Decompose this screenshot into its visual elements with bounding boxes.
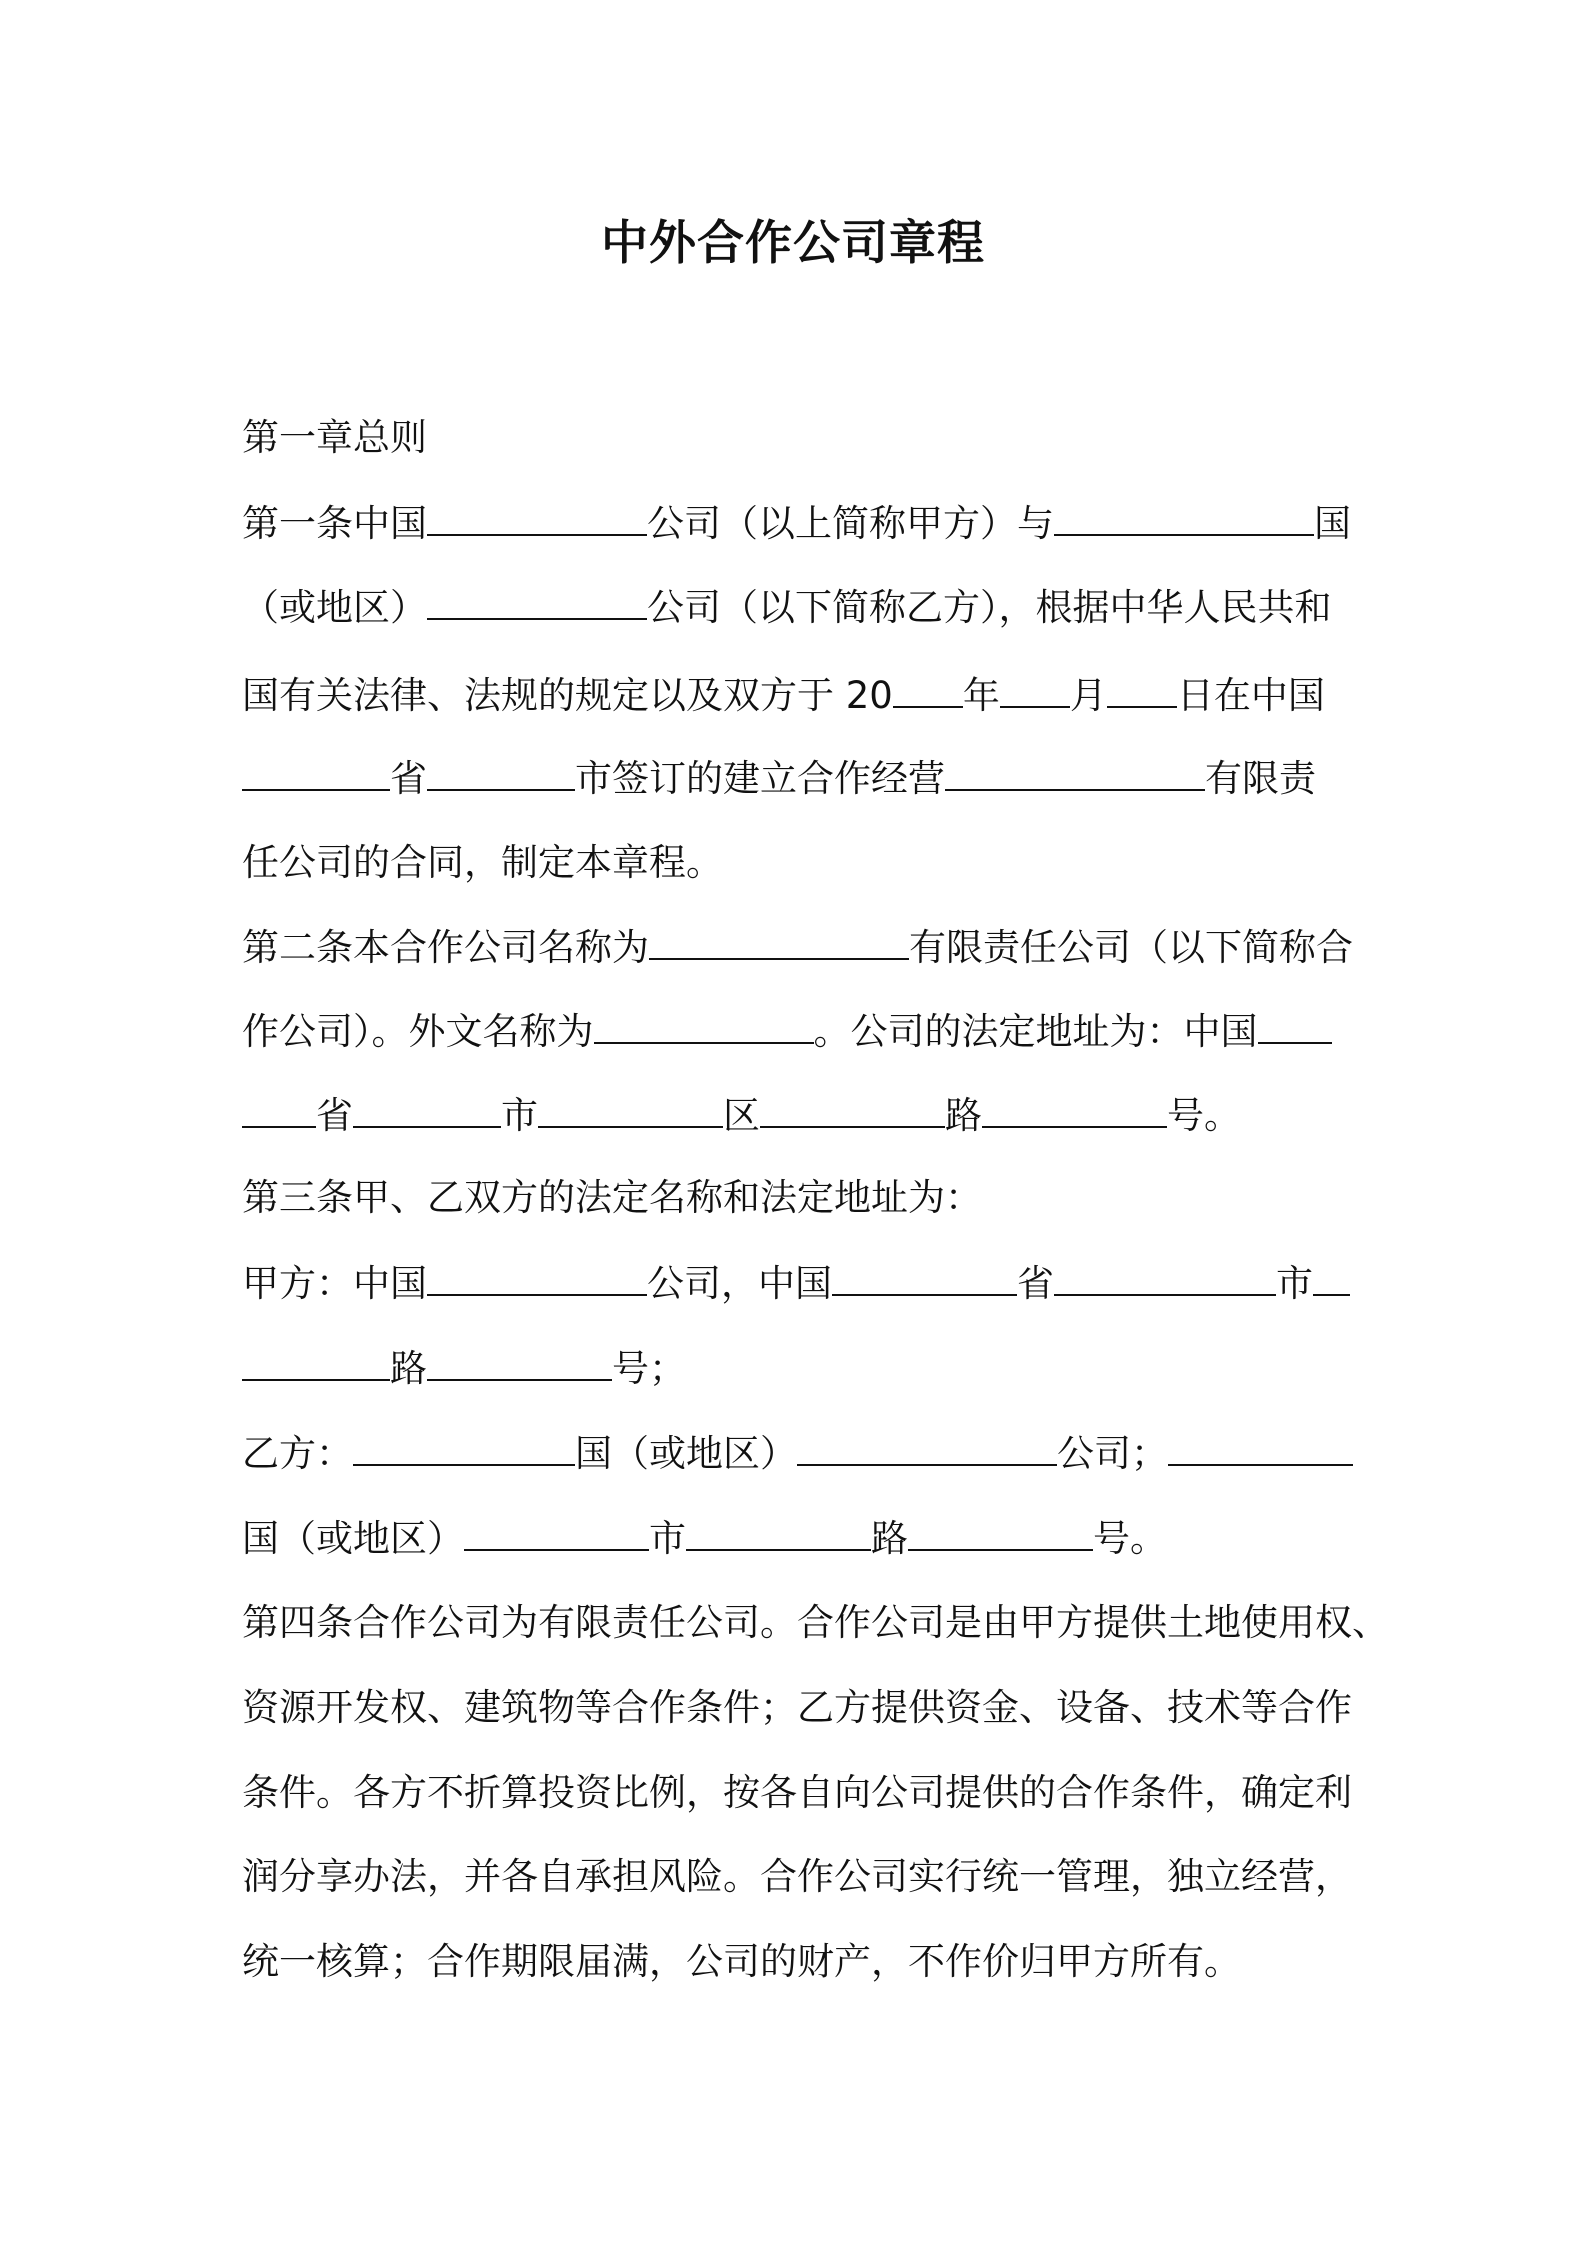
text-run: 公司（以下简称乙方），根据中华人民共和 bbox=[647, 586, 1332, 629]
text-run: 号。 bbox=[1093, 1517, 1167, 1560]
fill-in-blank bbox=[242, 1090, 316, 1128]
text-run: 号。 bbox=[1167, 1094, 1241, 1137]
paragraph-line bbox=[242, 1852, 1352, 1902]
paragraph-line bbox=[242, 1937, 1241, 1987]
fill-in-blank bbox=[945, 753, 1205, 791]
fill-in-blank bbox=[1313, 1258, 1350, 1296]
fill-in-blank bbox=[982, 1090, 1167, 1128]
text-run: 润分享办法，并各自承担风险。合作公司实行统一管理，独立经营， bbox=[242, 1855, 1352, 1898]
text-run: 统一核算；合作期限届满，公司的财产，不作价归甲方所有。 bbox=[242, 1940, 1241, 1983]
paragraph-line bbox=[242, 922, 1353, 973]
text-run: 第一章总则 bbox=[242, 416, 427, 459]
text-run: 有限责 bbox=[1205, 757, 1316, 800]
paragraph-line bbox=[242, 1683, 1352, 1733]
fill-in-blank bbox=[427, 582, 647, 620]
fill-in-blank bbox=[1054, 1258, 1276, 1296]
text-run: 作公司）。外文名称为 bbox=[242, 1010, 594, 1053]
paragraph-line bbox=[242, 1090, 1241, 1141]
paragraph-line bbox=[242, 1258, 1350, 1309]
fill-in-blank bbox=[427, 1343, 612, 1381]
text-run: 路 bbox=[390, 1347, 427, 1390]
fill-in-blank bbox=[427, 1258, 647, 1296]
text-run: 甲方：中国 bbox=[242, 1262, 427, 1305]
document-title: 中外合作公司章程 bbox=[601, 216, 985, 271]
paragraph-line bbox=[242, 1006, 1332, 1057]
paragraph-line bbox=[242, 1598, 1389, 1648]
text-run: 国（或地区） bbox=[575, 1432, 797, 1475]
text-run: 公司，中国 bbox=[647, 1262, 832, 1305]
fill-in-blank bbox=[1107, 670, 1177, 708]
text-run: 第一条中国 bbox=[242, 502, 427, 545]
text-run: 省 bbox=[316, 1094, 353, 1137]
text-run: 省 bbox=[390, 757, 427, 800]
text-run: （或地区） bbox=[242, 586, 427, 629]
text-run: 市签订的建立合作经营 bbox=[575, 757, 945, 800]
fill-in-blank bbox=[797, 1428, 1057, 1466]
text-run: 乙方： bbox=[242, 1432, 353, 1475]
fill-in-blank bbox=[242, 753, 390, 791]
fill-in-blank bbox=[427, 753, 575, 791]
fill-in-blank bbox=[594, 1006, 814, 1044]
fill-in-blank bbox=[908, 1513, 1093, 1551]
text-run: 省 bbox=[1017, 1262, 1054, 1305]
text-run: 有限责任公司（以下简称合 bbox=[909, 926, 1353, 969]
text-run: 市 bbox=[649, 1517, 686, 1560]
fill-in-blank bbox=[353, 1428, 575, 1466]
fill-in-blank bbox=[1054, 498, 1314, 536]
fill-in-blank bbox=[686, 1513, 871, 1551]
text-run: 公司； bbox=[1057, 1432, 1168, 1475]
text-run: 公司（以上简称甲方）与 bbox=[647, 502, 1054, 545]
text-run: 号； bbox=[612, 1347, 686, 1390]
text-run: 市 bbox=[1276, 1262, 1313, 1305]
paragraph-line bbox=[242, 582, 1332, 633]
fill-in-blank bbox=[1000, 670, 1070, 708]
text-run: 日在中国 bbox=[1176, 674, 1325, 717]
paragraph-line bbox=[242, 1173, 982, 1223]
text-run: 资源开发权、建筑物等合作条件；乙方提供资金、设备、技术等合作 bbox=[242, 1686, 1352, 1729]
fill-in-blank bbox=[464, 1513, 649, 1551]
paragraph-line bbox=[242, 413, 427, 463]
fill-in-blank bbox=[893, 670, 963, 708]
text-run: 国 bbox=[1314, 502, 1351, 545]
text-run: 国有关法律、法规的规定以及双方于 20 bbox=[242, 674, 893, 717]
text-run: 区 bbox=[723, 1094, 760, 1137]
paragraph-line bbox=[242, 753, 1316, 804]
fill-in-blank bbox=[760, 1090, 945, 1128]
text-run: 国（或地区） bbox=[242, 1517, 464, 1560]
paragraph-line bbox=[242, 1513, 1167, 1564]
fill-in-blank bbox=[427, 498, 647, 536]
text-run: 条件。各方不折算投资比例，按各自向公司提供的合作条件，确定利 bbox=[242, 1771, 1352, 1814]
text-run: 第三条甲、乙双方的法定名称和法定地址为： bbox=[242, 1176, 982, 1219]
text-run: 。公司的法定地址为：中国 bbox=[813, 1010, 1258, 1053]
text-run: 第四条合作公司为有限责任公司。合作公司是由甲方提供土地使用权、 bbox=[242, 1601, 1389, 1644]
text-run: 月 bbox=[1069, 674, 1107, 717]
paragraph-line bbox=[242, 1768, 1352, 1818]
fill-in-blank bbox=[353, 1090, 501, 1128]
fill-in-blank bbox=[242, 1343, 390, 1381]
fill-in-blank bbox=[832, 1258, 1017, 1296]
paragraph-line bbox=[242, 1343, 686, 1394]
paragraph-line bbox=[242, 1428, 1353, 1479]
text-run: 任公司的合同，制定本章程。 bbox=[242, 841, 723, 884]
paragraph-line bbox=[242, 498, 1351, 549]
paragraph-line bbox=[242, 670, 1325, 721]
text-run: 市 bbox=[501, 1094, 538, 1137]
paragraph-line bbox=[242, 838, 723, 888]
text-run: 第二条本合作公司名称为 bbox=[242, 926, 649, 969]
fill-in-blank bbox=[649, 922, 909, 960]
fill-in-blank bbox=[538, 1090, 723, 1128]
text-run: 路 bbox=[945, 1094, 982, 1137]
fill-in-blank bbox=[1258, 1006, 1332, 1044]
text-run: 年 bbox=[962, 674, 1000, 717]
text-run: 路 bbox=[871, 1517, 908, 1560]
fill-in-blank bbox=[1168, 1428, 1353, 1466]
